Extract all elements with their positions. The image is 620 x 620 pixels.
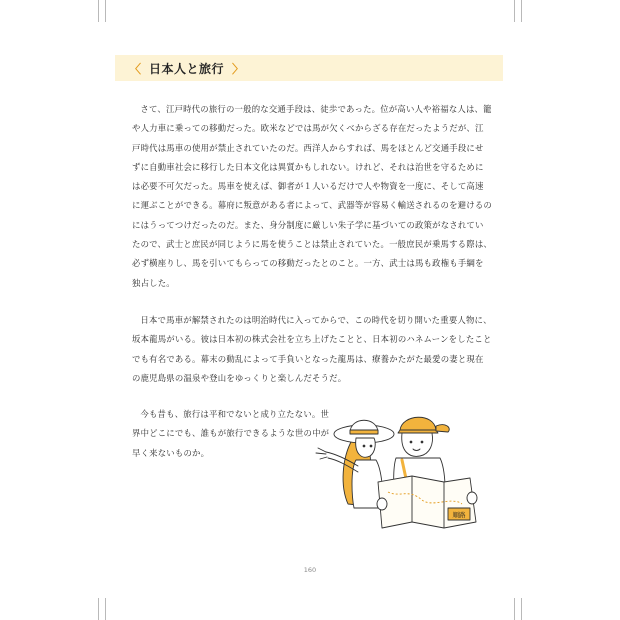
- paragraph-1: [132, 100, 492, 293]
- page-number: 160: [303, 566, 317, 574]
- paragraph-text: 今も昔も、旅行は平和でないと成り立たない。世界中どこにでも、誰もが旅行できるような世の中が早く来ないものか。: [132, 409, 330, 458]
- paragraph-text: さて、江戸時代の旅行の一般的な交通手段は、徒歩であった。位が高い人や裕福な人は、籠や人力車に乗っての移動だった。欧米などでは馬が欠くべからざる存在だったようだが、江戸時代は馬車の使用が禁止されていたのだ。西洋人からすれば、馬をほとんど交通手段にせずに自動車社会に移行した日本文化は異質かもしれない。けれど、それは治世を守るためには必要不可欠だった。馬車を使えば、御者が１人いるだけで人や物資を一度に、そして高速に運ぶことができる。幕府に叛意がある者によって、武器等が容易く輸送されるのを避けるのにはうってつけだったのだ。また、身分制度に厳しい朱子学に基づいての政策がなされていたので、武士と庶民が同じように馬を使うことは禁止されていた。一般庶民が乗馬する際は、必ず横座りし、馬を引いてもらっての移動だったとのこと。一方、武士は馬も政権も手綱を独占した。: [132, 104, 492, 288]
- section-heading: [115, 55, 503, 81]
- paragraph-2: [132, 311, 492, 388]
- heading-open-bracket: 〈: [129, 61, 142, 76]
- travelers-illustration: [312, 408, 482, 538]
- paragraph-3: [132, 405, 332, 463]
- paragraph-text: 日本で馬車が解禁されたのは明治時代に入ってからで、この時代を切り開いた重要人物に、坂本龍馬がいる。彼は日本初の株式会社を立ち上げたことと、日本初のハネムーンをしたことでも有名である。幕末の動乱によって手負いとなった龍馬は、療養かたがた最愛の妻と現在の鹿児島県の温泉や登山をゆっくりと楽しんだそうだ。: [132, 315, 492, 383]
- heading-close-bracket: 〉: [232, 61, 245, 76]
- map: [377, 476, 477, 528]
- map-label: 順路: [452, 511, 466, 519]
- heading-title: 日本人と旅行: [149, 61, 225, 76]
